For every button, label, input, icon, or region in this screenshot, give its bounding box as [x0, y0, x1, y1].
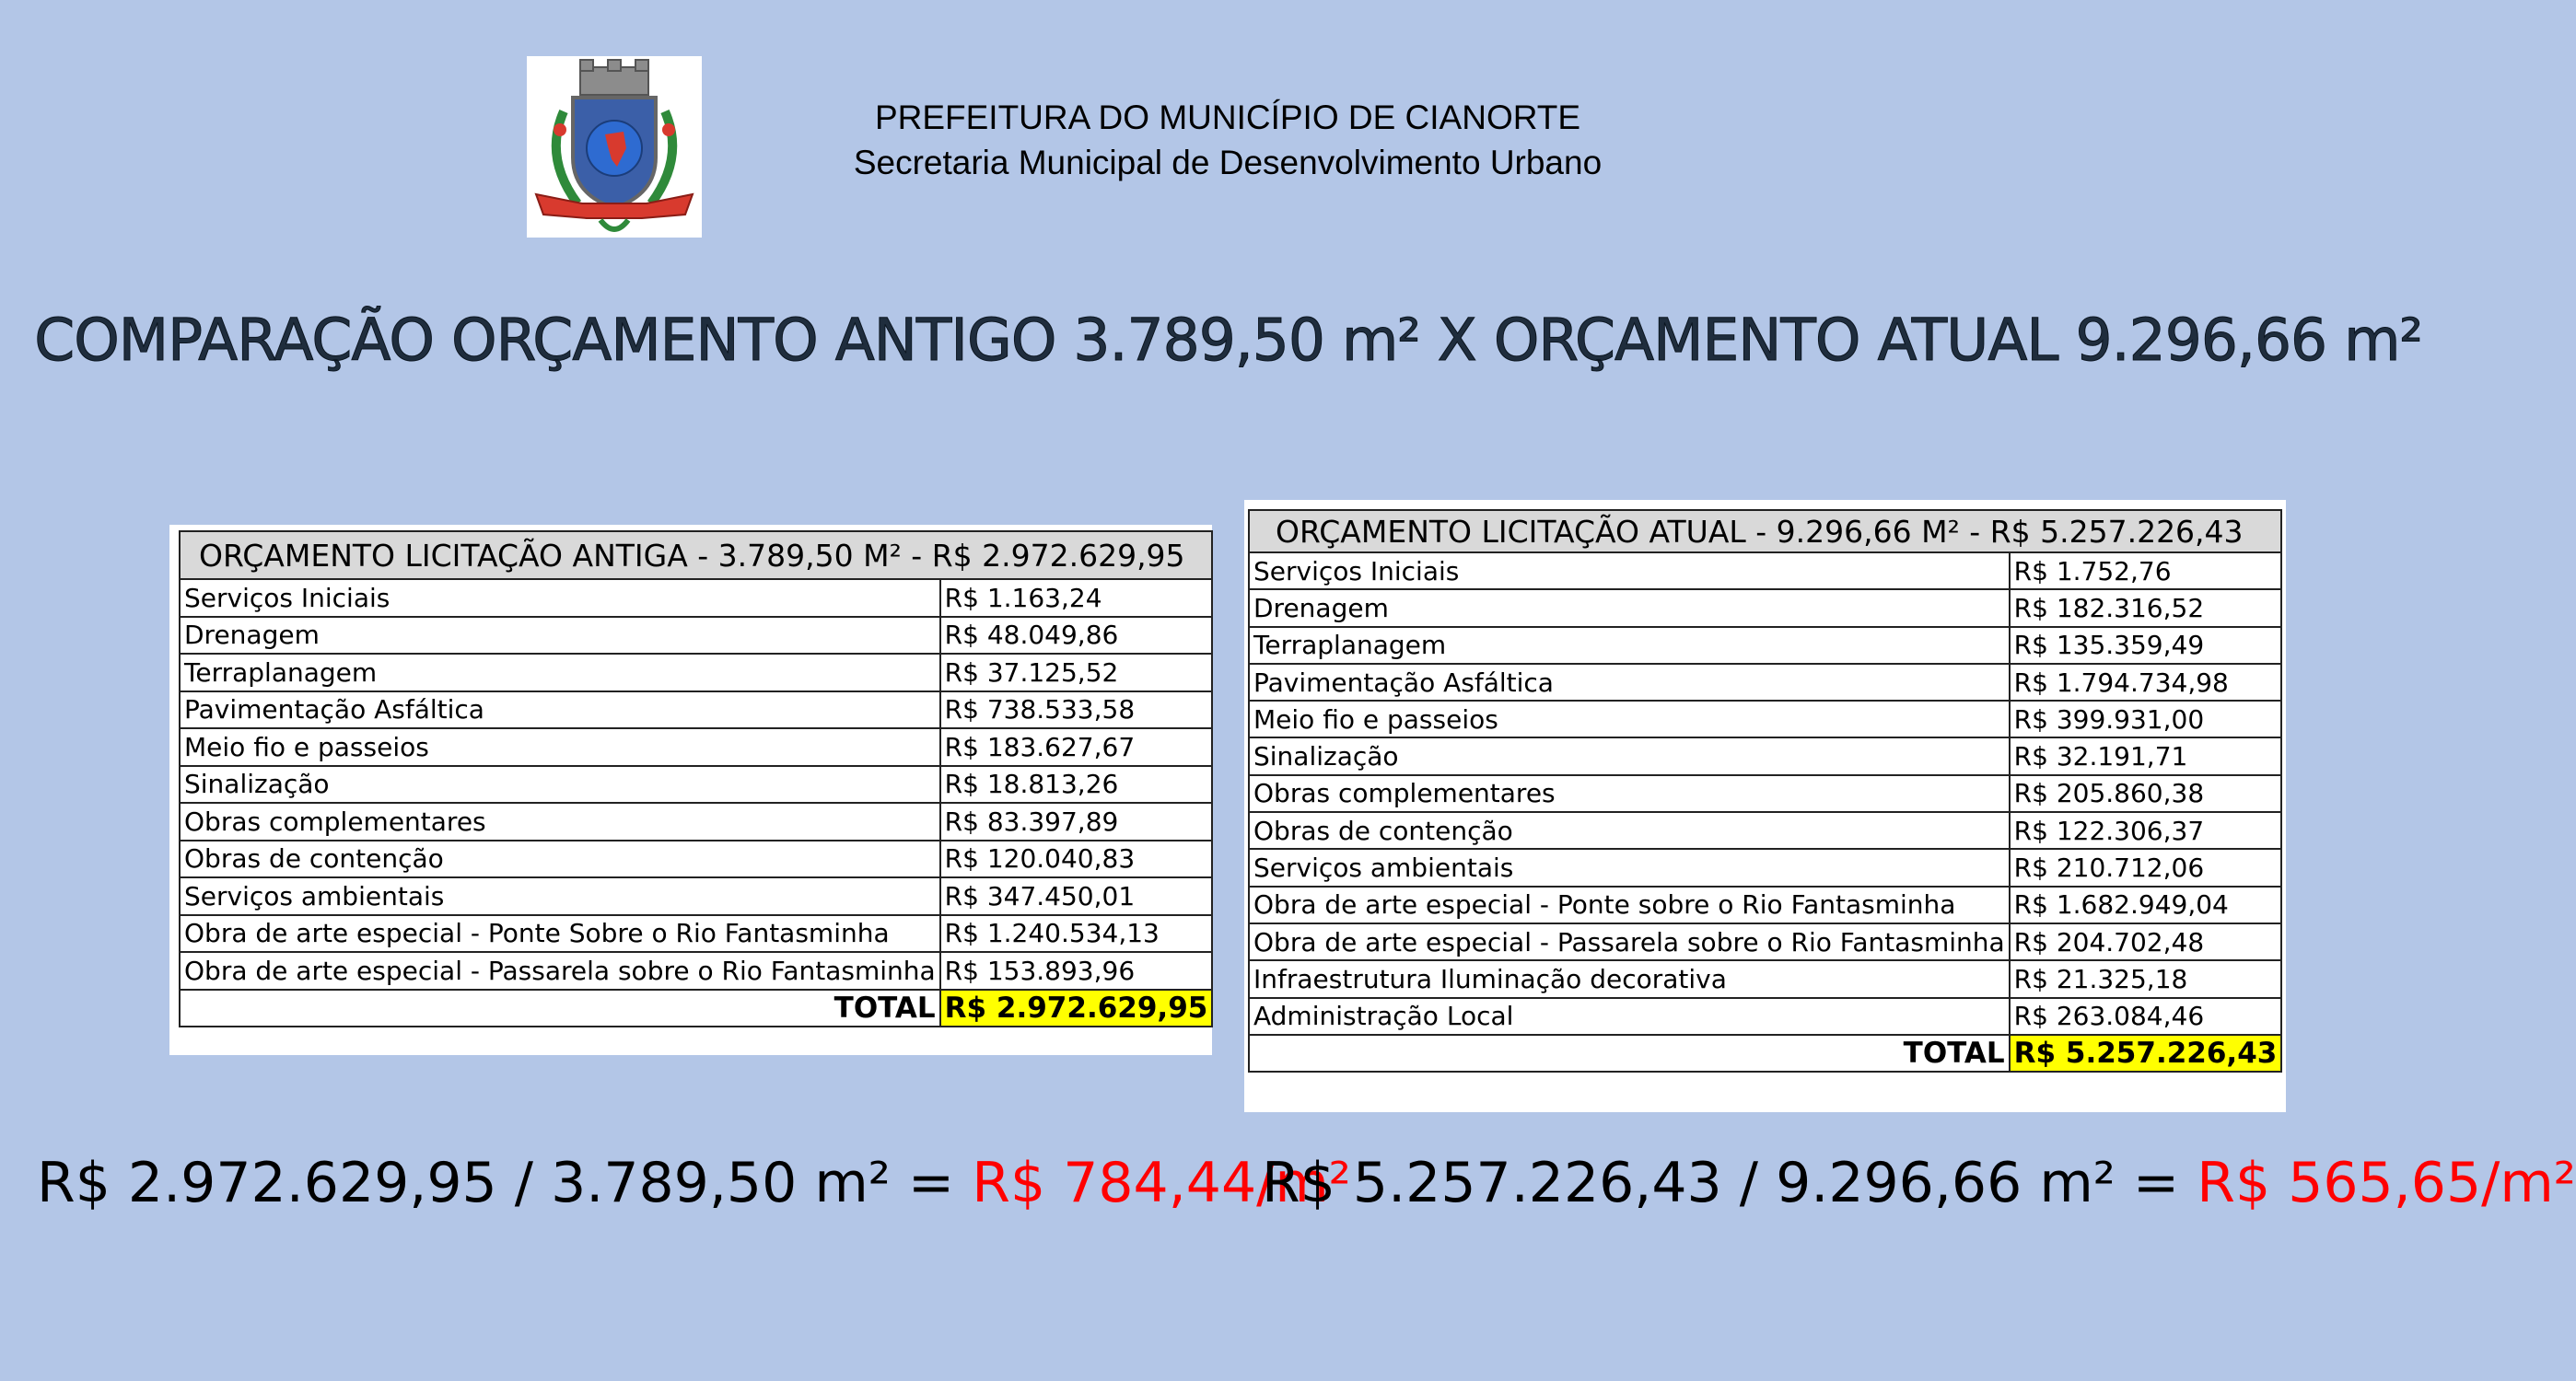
item-label: Obras complementares [1249, 775, 2010, 812]
table-row [180, 915, 1212, 953]
new-calc-expression: R$ 5.257.226,43 / 9.296,66 m² = [1262, 1151, 2197, 1215]
item-value: R$ 263.084,46 [2010, 998, 2282, 1035]
total-label: TOTAL [1249, 1035, 2010, 1072]
item-value: R$ 48.049,86 [940, 617, 1213, 655]
item-label: Sinalização [180, 766, 940, 804]
table-row [1249, 627, 2281, 664]
table-total-row [180, 990, 1212, 1027]
table-row [180, 617, 1212, 655]
table-row [180, 654, 1212, 691]
page-title: COMPARAÇÃO ORÇAMENTO ANTIGO 3.789,50 m² X ORÇAMENTO ATUAL 9.296,66 m² [34, 307, 2422, 374]
table-row [180, 766, 1212, 804]
table-header-row [1249, 510, 2281, 552]
table-row [180, 803, 1212, 841]
item-value: R$ 1.794.734,98 [2010, 664, 2282, 701]
item-label: Serviços ambientais [180, 877, 940, 915]
item-label: Serviços ambientais [1249, 849, 2010, 886]
table-row [180, 952, 1212, 990]
header-municipality: PREFEITURA DO MUNICÍPIO DE CIANORTE [874, 99, 1581, 136]
item-value: R$ 183.627,67 [940, 728, 1213, 766]
table-row [180, 579, 1212, 617]
table-row [1249, 960, 2281, 997]
table-row [1249, 812, 2281, 849]
item-label: Obra de arte especial - Passarela sobre o Rio Fantasminha [180, 952, 940, 990]
table-row [180, 728, 1212, 766]
item-value: R$ 18.813,26 [940, 766, 1213, 804]
new-budget-table-panel [1244, 500, 2286, 1112]
table-row [1249, 923, 2281, 960]
old-calc-expression: R$ 2.972.629,95 / 3.789,50 m² = [37, 1151, 973, 1215]
item-label: Terraplanagem [180, 654, 940, 691]
item-value: R$ 347.450,01 [940, 877, 1213, 915]
table-total-row [1249, 1035, 2281, 1072]
item-value: R$ 32.191,71 [2010, 737, 2282, 774]
item-value: R$ 122.306,37 [2010, 812, 2282, 849]
old-calc-result: R$ 784,44/m² [972, 1151, 1351, 1215]
total-value: R$ 5.257.226,43 [2010, 1035, 2282, 1072]
item-label: Obra de arte especial - Ponte Sobre o Rio Fantasminha [180, 915, 940, 953]
old-price-per-m2 [37, 1146, 1351, 1220]
item-label: Obras de contenção [1249, 812, 2010, 849]
item-label: Drenagem [1249, 589, 2010, 626]
item-label: Meio fio e passeios [180, 728, 940, 766]
cianorte-coat-of-arms-icon [527, 56, 702, 238]
item-value: R$ 1.163,24 [940, 579, 1213, 617]
item-label: Serviços Iniciais [180, 579, 940, 617]
item-value: R$ 205.860,38 [2010, 775, 2282, 812]
item-value: R$ 1.240.534,13 [940, 915, 1213, 953]
table-row [1249, 701, 2281, 737]
item-label: Obra de arte especial - Ponte sobre o Rio Fantasminha [1249, 887, 2010, 923]
table-row [1249, 998, 2281, 1035]
item-value: R$ 37.125,52 [940, 654, 1213, 691]
header-secretariat: Secretaria Municipal de Desenvolvimento Urbano [853, 144, 1603, 181]
item-label: Drenagem [180, 617, 940, 655]
item-value: R$ 1.682.949,04 [2010, 887, 2282, 923]
new-calc-result: R$ 565,65/m² [2197, 1151, 2576, 1215]
item-label: Terraplanagem [1249, 627, 2010, 664]
total-value: R$ 2.972.629,95 [940, 990, 1213, 1027]
item-label: Pavimentação Asfáltica [1249, 664, 2010, 701]
new-budget-table [1248, 509, 2282, 1073]
item-label: Sinalização [1249, 737, 2010, 774]
total-label: TOTAL [180, 990, 940, 1027]
item-label: Meio fio e passeios [1249, 701, 2010, 737]
item-value: R$ 738.533,58 [940, 691, 1213, 729]
item-label: Infraestrutura Iluminação decorativa [1249, 960, 2010, 997]
item-label: Administração Local [1249, 998, 2010, 1035]
table-row [1249, 589, 2281, 626]
item-value: R$ 210.712,06 [2010, 849, 2282, 886]
new-price-per-m2 [1262, 1146, 2576, 1220]
item-value: R$ 120.040,83 [940, 841, 1213, 878]
table-row [180, 877, 1212, 915]
item-value: R$ 182.316,52 [2010, 589, 2282, 626]
table-row [1249, 552, 2281, 589]
table-row [1249, 775, 2281, 812]
item-label: Obra de arte especial - Passarela sobre o Rio Fantasminha [1249, 923, 2010, 960]
old-budget-heading: ORÇAMENTO LICITAÇÃO ANTIGA - 3.789,50 M² - R$ 2.972.629,95 [180, 531, 1212, 579]
table-row [180, 691, 1212, 729]
item-value: R$ 135.359,49 [2010, 627, 2282, 664]
item-label: Obras complementares [180, 803, 940, 841]
item-label: Serviços Iniciais [1249, 552, 2010, 589]
old-budget-table-panel [169, 525, 1212, 1055]
item-value: R$ 399.931,00 [2010, 701, 2282, 737]
table-row [1249, 849, 2281, 886]
item-value: R$ 21.325,18 [2010, 960, 2282, 997]
item-value: R$ 1.752,76 [2010, 552, 2282, 589]
item-label: Pavimentação Asfáltica [180, 691, 940, 729]
item-value: R$ 153.893,96 [940, 952, 1213, 990]
page-header [767, 95, 1688, 185]
table-row [1249, 737, 2281, 774]
item-label: Obras de contenção [180, 841, 940, 878]
table-row [1249, 887, 2281, 923]
old-budget-table [179, 530, 1213, 1027]
table-header-row [180, 531, 1212, 579]
table-row [1249, 664, 2281, 701]
new-budget-heading: ORÇAMENTO LICITAÇÃO ATUAL - 9.296,66 M² - R$ 5.257.226,43 [1249, 510, 2281, 552]
table-row [180, 841, 1212, 878]
item-value: R$ 83.397,89 [940, 803, 1213, 841]
item-value: R$ 204.702,48 [2010, 923, 2282, 960]
